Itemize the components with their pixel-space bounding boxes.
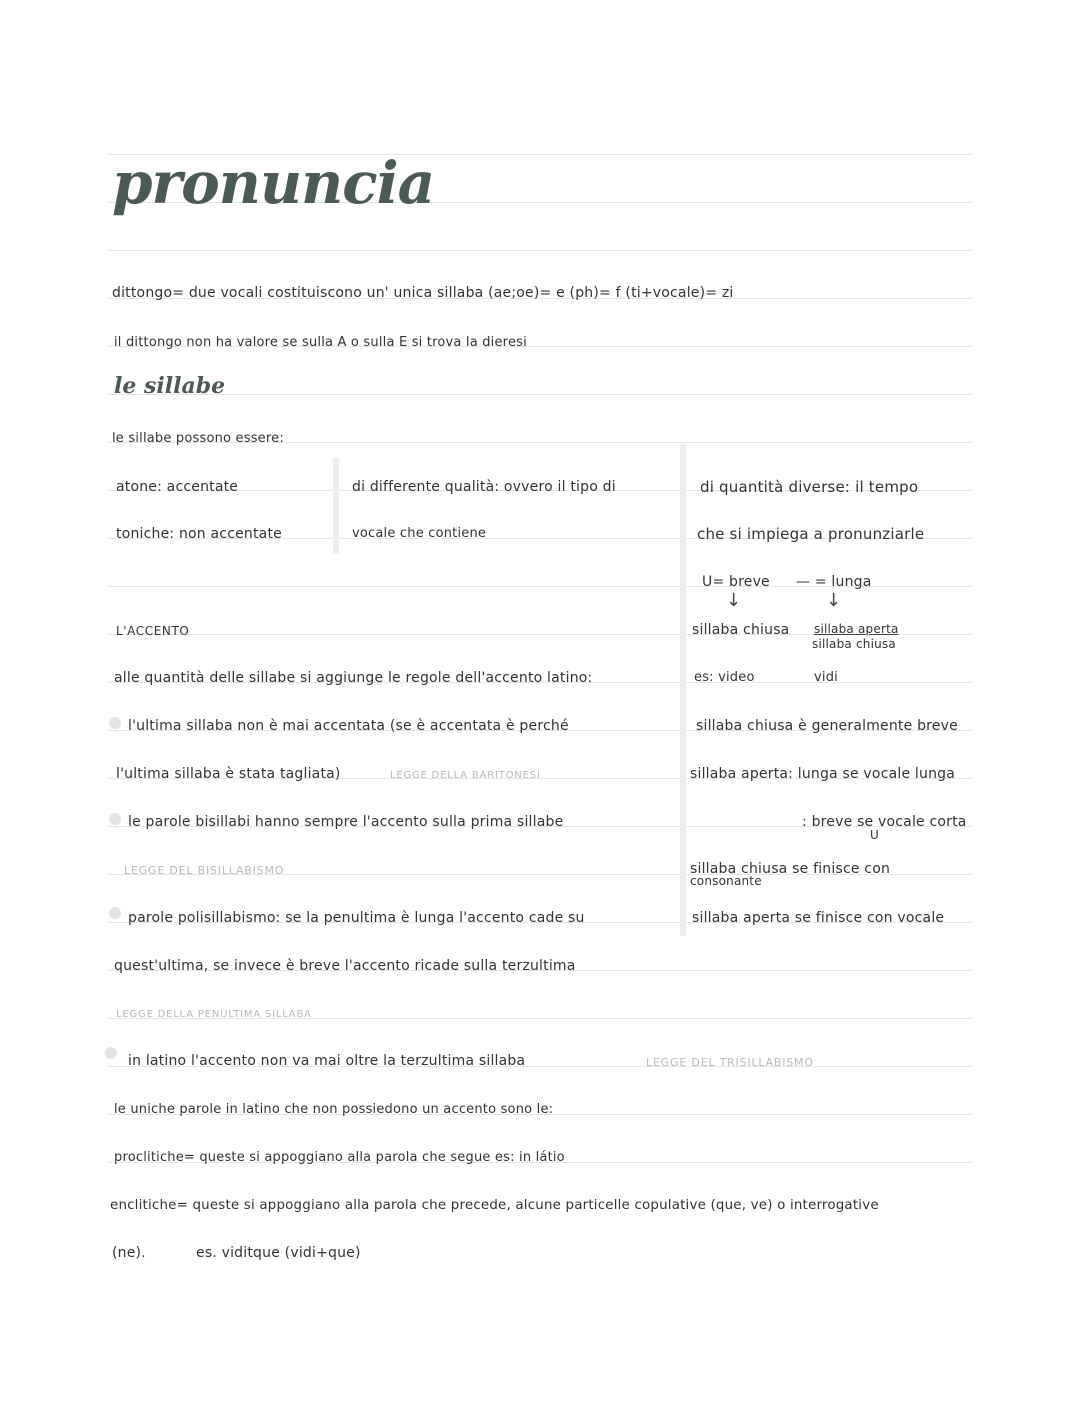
law-penultima: LEGGE DELLA PENULTIMA SILLABA <box>116 1009 312 1020</box>
law-trisillabismo: LEGGE DEL TRISILLABISMO <box>646 1056 814 1069</box>
trisillabismo-line1: in latino l'accento non va mai oltre la terzultima sillaba <box>128 1053 526 1069</box>
ne-label: (ne). <box>112 1245 146 1261</box>
bisillabismo-line1: le parole bisillabi hanno sempre l'accento sulla prima sillabe <box>128 814 564 830</box>
col3-line2: che si impiega a pronunziarle <box>697 525 925 543</box>
breve-mark: U <box>870 828 879 842</box>
bullet-point <box>109 813 121 825</box>
bullet-point <box>105 1047 117 1059</box>
dittongo-note: il dittongo non ha valore se sulla A o sulla E si trova la dieresi <box>114 335 527 350</box>
law-baritonesi: LEGGE DELLA BARITONESI <box>390 770 541 781</box>
viditque-example: es. viditque (vidi+que) <box>196 1245 361 1261</box>
col1-line1: atone: accentate <box>116 479 239 495</box>
accento-heading: L'ACCENTO <box>116 624 190 638</box>
enclitiche-line: enclitiche= queste si appoggiano alla parola che precede, alcune particelle copulative (que, ve) o interrogative <box>110 1198 879 1213</box>
dittongo-definition: dittongo= due vocali costituiscono un' unica sillaba (ae;oe)= e (ph)= f (ti+vocale)= zi <box>112 285 734 301</box>
rule-chiusa-consonante-2: consonante <box>690 874 762 888</box>
arrow-down-icon: ↓ <box>826 590 842 611</box>
penultima-line2: quest'ultima, se invece è breve l'accento ricade sulla terzultima <box>114 958 576 974</box>
sillaba-aperta-label: sillaba aperta <box>814 622 899 636</box>
lunga-label: — = lunga <box>796 574 872 590</box>
sillaba-chiusa-label: sillaba chiusa <box>692 622 790 638</box>
proclitiche-line: proclitiche= queste si appoggiano alla parola che segue es: in látio <box>114 1150 565 1165</box>
example-vidi: vidi <box>814 670 838 685</box>
page-title: pronuncia <box>112 149 435 217</box>
ruled-line <box>108 250 972 251</box>
arrow-down-icon: ↓ <box>726 590 742 611</box>
rule-chiusa-consonante: sillaba chiusa se finisce con <box>690 861 891 877</box>
baritonesi-line2: l'ultima sillaba è stata tagliata) <box>116 766 341 782</box>
section-title: le sillabe <box>114 373 226 399</box>
accento-intro: alle quantità delle sillabe si aggiunge le regole dell'accento latino: <box>114 670 593 686</box>
col3-line1: di quantità diverse: il tempo <box>700 478 919 496</box>
final-line1: le uniche parole in latino che non possiedono un accento sono le: <box>114 1102 554 1117</box>
ruled-line <box>108 394 972 395</box>
law-bisillabismo: LEGGE DEL BISILLABISMO <box>124 864 285 877</box>
sillaba-chiusa-label-2: sillaba chiusa <box>812 637 896 651</box>
rule-aperta-vocale: sillaba aperta se finisce con vocale <box>692 910 945 926</box>
rule-chiusa-breve: sillaba chiusa è generalmente breve <box>696 718 958 734</box>
column-divider <box>680 444 686 936</box>
col2-line1: di differente qualità: ovvero il tipo di <box>352 479 616 495</box>
syllables-intro: le sillabe possono essere: <box>112 431 284 446</box>
bullet-point <box>109 907 121 919</box>
column-divider <box>333 458 339 554</box>
breve-label: U= breve <box>702 574 770 590</box>
baritonesi-line1: l'ultima sillaba non è mai accentata (se è accentata è perché <box>128 718 569 734</box>
example-video: es: video <box>694 670 755 685</box>
penultima-line1: parole polisillabismo: se la penultima è lunga l'accento cade su <box>128 910 585 926</box>
col2-line2: vocale che contiene <box>352 526 487 541</box>
bullet-point <box>109 717 121 729</box>
rule-aperta-lunga: sillaba aperta: lunga se vocale lunga <box>690 766 956 782</box>
rule-aperta-breve: : breve se vocale corta <box>802 814 967 830</box>
col1-line2: toniche: non accentate <box>116 526 282 542</box>
